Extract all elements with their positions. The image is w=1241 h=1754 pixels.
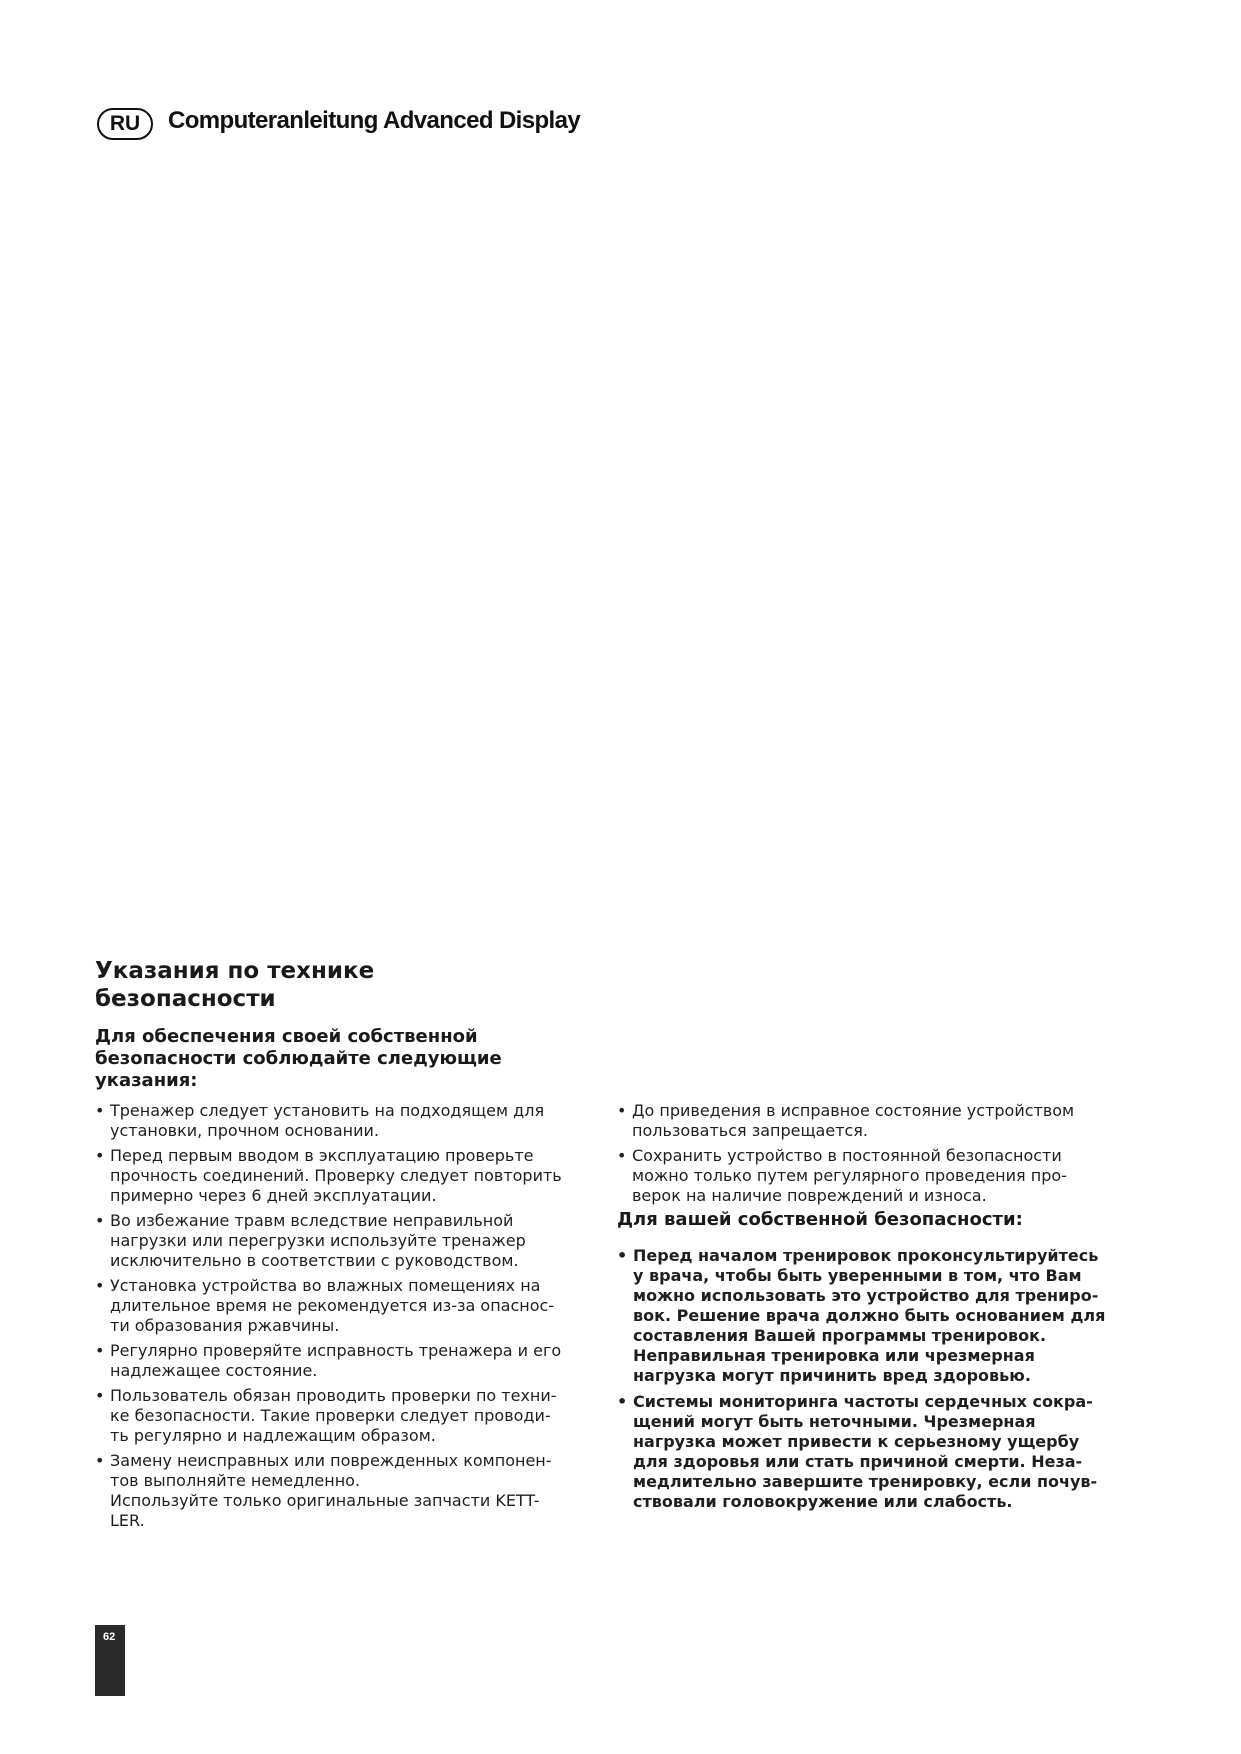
bullet-icon: • — [95, 1386, 105, 1405]
item-line: у врача, чтобы быть уверенными в том, что Вам — [633, 1266, 1082, 1285]
item-line: медлительно завершите тренировку, если почув- — [633, 1472, 1098, 1491]
section-title-line: безопасности — [95, 986, 276, 1012]
list-item — [95, 1101, 562, 1141]
item-line: можно использовать это устройство для трениро- — [633, 1286, 1099, 1305]
item-line: исключительно в соответствии с руководством. — [110, 1251, 519, 1270]
item-line: ствовали головокружение или слабость. — [633, 1492, 1013, 1511]
right-health-list — [617, 1246, 1105, 1512]
subheading-line: указания: — [95, 1070, 198, 1091]
item-line: ть регулярно и надлежащим образом. — [110, 1426, 436, 1445]
right-subheading: Для вашей собственной безопасности: — [617, 1209, 1023, 1230]
item-line: Замену неисправных или поврежденных компонен- — [110, 1451, 552, 1470]
list-item — [617, 1101, 1074, 1141]
item-line: До приведения в исправное состояние устройством — [632, 1101, 1075, 1120]
item-line: Установка устройства во влажных помещениях на — [110, 1276, 541, 1295]
bullet-icon: • — [95, 1341, 105, 1360]
left-safety-list — [95, 1101, 562, 1531]
item-line: Тренажер следует установить на подходящем для — [110, 1101, 545, 1120]
bullet-icon: • — [617, 1246, 628, 1265]
item-line: ке безопасности. Такие проверки следует проводи- — [110, 1406, 551, 1425]
item-line: Пользователь обязан проводить проверки по техни- — [110, 1386, 557, 1405]
item-line: LER. — [110, 1511, 145, 1530]
item-line: прочность соединений. Проверку следует повторить — [110, 1166, 562, 1185]
language-badge — [97, 108, 153, 140]
document-title: Computeranleitung Advanced Display — [168, 107, 581, 134]
list-item — [95, 1146, 562, 1206]
section-title — [95, 957, 374, 1013]
left-subheading — [95, 1026, 502, 1092]
list-item — [617, 1146, 1074, 1206]
item-line: Неправильная тренировка или чрезмерная — [633, 1346, 1035, 1365]
item-line: Системы мониторинга частоты сердечных сокра- — [633, 1392, 1093, 1411]
item-line: пользоваться запрещается. — [632, 1121, 869, 1140]
list-item — [95, 1451, 562, 1531]
item-line: Используйте только оригинальные запчасти KETT- — [110, 1491, 540, 1510]
list-item — [95, 1276, 562, 1336]
item-line: установки, прочном основании. — [110, 1121, 379, 1140]
bullet-icon: • — [95, 1101, 105, 1120]
language-code: RU — [109, 112, 141, 135]
bullet-icon: • — [617, 1392, 628, 1411]
bullet-icon: • — [95, 1211, 105, 1230]
list-item — [617, 1246, 1105, 1386]
bullet-icon: • — [95, 1451, 105, 1470]
right-safety-list — [617, 1101, 1074, 1206]
item-line: вок. Решение врача должно быть основанием для — [633, 1306, 1106, 1325]
list-item — [95, 1341, 562, 1381]
bullet-icon: • — [617, 1101, 627, 1120]
item-line: составления Вашей программы тренировок. — [633, 1326, 1047, 1345]
item-line: Перед первым вводом в эксплуатацию проверьте — [110, 1146, 534, 1165]
item-line: надлежащее состояние. — [110, 1361, 318, 1380]
subheading-line: Для обеспечения своей собственной — [95, 1026, 478, 1047]
item-line: длительное время не рекомендуется из-за опаснос- — [110, 1296, 555, 1315]
item-line: тов выполняйте немедленно. — [110, 1471, 361, 1490]
bullet-icon: • — [95, 1276, 105, 1295]
item-line: нагрузка может привести к серьезному ущербу — [633, 1432, 1080, 1451]
item-line: Перед началом тренировок проконсультируйтесь — [633, 1246, 1099, 1265]
item-line: для здоровья или стать причиной смерти. Неза- — [633, 1452, 1083, 1471]
list-item — [95, 1211, 562, 1271]
item-line: щений могут быть неточными. Чрезмерная — [633, 1412, 1036, 1431]
list-item — [617, 1392, 1105, 1512]
page-number: 62 — [103, 1631, 116, 1643]
item-line: Во избежание травм вследствие неправильной — [110, 1211, 514, 1230]
item-line: можно только путем регулярного проведения про- — [632, 1166, 1067, 1185]
item-line: примерно через 6 дней эксплуатации. — [110, 1186, 437, 1205]
bullet-icon: • — [95, 1146, 105, 1165]
item-line: верок на наличие повреждений и износа. — [632, 1186, 987, 1205]
subheading-line: безопасности соблюдайте следующие — [95, 1048, 502, 1069]
bullet-icon: • — [617, 1146, 627, 1165]
section-title-line: Указания по технике — [95, 958, 375, 984]
item-line: Регулярно проверяйте исправность тренажера и его — [110, 1341, 562, 1360]
item-line: Сохранить устройство в постоянной безопасности — [632, 1146, 1062, 1165]
item-line: нагрузки или перегрузки используйте тренажер — [110, 1231, 526, 1250]
item-line: нагрузка могут причинить вред здоровью. — [633, 1366, 1031, 1385]
item-line: ти образования ржавчины. — [110, 1316, 340, 1335]
list-item — [95, 1386, 562, 1446]
